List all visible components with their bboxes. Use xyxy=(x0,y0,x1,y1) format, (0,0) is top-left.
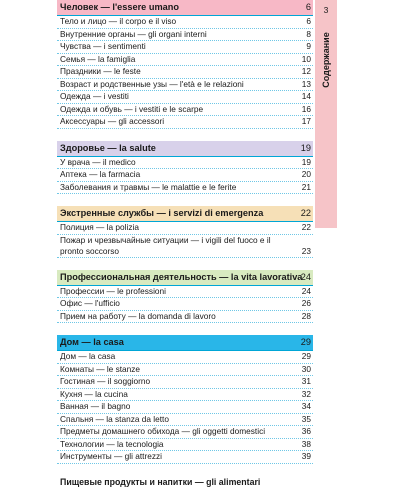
entry-title: Предметы домашнего обихода — gli oggetti domestici xyxy=(60,426,266,436)
entry-title: У врача — il medico xyxy=(60,156,136,167)
toc-entry[interactable] xyxy=(57,104,313,117)
section-gap xyxy=(57,464,313,476)
section-title: Человек — l'essere umano xyxy=(60,2,179,12)
entry-title: Гостиная — il soggiorno xyxy=(60,376,151,386)
entry-title: Тело и лицо — il corpo e il viso xyxy=(60,16,177,26)
entry-title: Аксессуары — gli accessori xyxy=(60,116,165,126)
entry-title: Аптека — la farmacia xyxy=(60,169,141,179)
entry-title: Комнаты — le stanze xyxy=(60,363,141,374)
entry-page-number: 35 xyxy=(301,413,311,424)
entry-title: Пожар и чрезвычайные ситуации — i vigili del fuoco e il xyxy=(60,234,271,245)
contents-label: Содержание xyxy=(321,32,331,88)
toc-entry[interactable] xyxy=(57,364,313,377)
entry-page-number: 16 xyxy=(301,103,311,114)
section-heading[interactable] xyxy=(57,0,313,16)
toc-entry[interactable] xyxy=(57,351,313,364)
entry-page-number: 9 xyxy=(306,41,311,51)
entry-title: Заболевания и травмы — le malattie e le ferite xyxy=(60,181,237,192)
entry-title: Спальня — la stanza da letto xyxy=(60,413,169,424)
entry-title: Полиция — la polizia xyxy=(60,222,139,232)
section-page-number: 19 xyxy=(300,142,311,153)
toc-entry[interactable] xyxy=(57,66,313,79)
section-heading[interactable] xyxy=(57,335,313,351)
section-title: Здоровье — la salute xyxy=(60,142,156,153)
toc-entry[interactable] xyxy=(57,79,313,92)
section-title: Профессиональная деятельность — la vita lavorativa xyxy=(60,271,303,282)
toc-entry[interactable] xyxy=(57,182,313,195)
toc-entry[interactable] xyxy=(57,16,313,29)
toc-entry[interactable] xyxy=(57,41,313,54)
entry-page-number: 30 xyxy=(301,363,311,374)
entry-title: Семья — la famiglia xyxy=(60,53,136,64)
section-page-number: 24 xyxy=(300,271,311,282)
entry-page-number: 22 xyxy=(301,222,311,232)
toc-entry[interactable] xyxy=(57,169,313,182)
section-page-number: 29 xyxy=(300,337,311,347)
entry-title: Чувства — i sentimenti xyxy=(60,41,146,51)
entry-title: Возраст и родственные узы — l'età e le relazioni xyxy=(60,78,244,89)
section-heading[interactable] xyxy=(57,206,313,222)
entry-title: Инструменты — gli attrezzi xyxy=(60,451,162,461)
section-title: Экстренные службы — i servizi di emergenza xyxy=(60,208,264,218)
entry-page-number: 13 xyxy=(301,78,311,89)
toc-entry[interactable] xyxy=(57,286,313,299)
section-page-number: 6 xyxy=(305,2,311,12)
entry-title-continuation: pronto soccorso xyxy=(60,245,120,256)
toc-entry[interactable] xyxy=(57,54,313,67)
entry-page-number: 21 xyxy=(301,181,311,192)
entry-title: Одежда и обувь — i vestiti e le scarpe xyxy=(60,103,204,114)
toc-entry[interactable] xyxy=(57,298,313,311)
toc-entry[interactable] xyxy=(57,29,313,42)
entry-page-number: 14 xyxy=(301,91,311,101)
entry-title: Дом — la casa xyxy=(60,351,116,361)
section-heading[interactable] xyxy=(57,141,313,157)
entry-page-number: 32 xyxy=(301,388,311,399)
entry-title: Внутренние органы — gli organi interni xyxy=(60,28,207,39)
entry-page-number: 24 xyxy=(301,285,311,296)
contents-side-tab xyxy=(315,0,337,228)
entry-title: Офис — l'ufficio xyxy=(60,298,120,308)
section-heading[interactable] xyxy=(57,270,313,286)
entry-page-number: 31 xyxy=(301,376,311,386)
table-of-contents xyxy=(57,0,313,488)
entry-title: Ванная — il bagno xyxy=(60,401,131,411)
entry-page-number: 17 xyxy=(301,116,311,126)
entry-title: Кухня — la cucina xyxy=(60,388,128,399)
entry-page-number: 23 xyxy=(301,245,311,256)
entry-page-number: 39 xyxy=(301,451,311,461)
section-gap xyxy=(57,323,313,335)
entry-title: Праздники — le feste xyxy=(60,66,141,76)
section-gap xyxy=(57,194,313,206)
toc-entry[interactable] xyxy=(57,116,313,129)
toc-entry[interactable] xyxy=(57,389,313,402)
toc-entry[interactable] xyxy=(57,157,313,170)
entry-page-number: 20 xyxy=(301,169,311,179)
entry-page-number: 38 xyxy=(301,438,311,449)
entry-page-number: 26 xyxy=(301,298,311,308)
toc-entry[interactable] xyxy=(57,439,313,452)
toc-entry[interactable] xyxy=(57,235,313,258)
toc-entry[interactable] xyxy=(57,311,313,324)
toc-entry[interactable] xyxy=(57,91,313,104)
entry-page-number: 19 xyxy=(301,156,311,167)
entry-title: Одежда — i vestiti xyxy=(60,91,129,101)
toc-entry[interactable] xyxy=(57,222,313,235)
entry-page-number: 34 xyxy=(301,401,311,411)
entry-page-number: 29 xyxy=(301,351,311,361)
entry-page-number: 6 xyxy=(306,16,311,26)
section-title: Дом — la casa xyxy=(60,337,124,347)
section-gap xyxy=(57,258,313,270)
entry-title: Технологии — la tecnologia xyxy=(60,438,164,449)
section-page-number: 22 xyxy=(300,208,311,218)
entry-page-number: 8 xyxy=(306,28,311,39)
next-section-heading[interactable]: Пищевые продукты и напитки — gli alimentari xyxy=(60,476,261,487)
toc-entry[interactable] xyxy=(57,426,313,439)
toc-entry[interactable] xyxy=(57,451,313,464)
entry-page-number: 28 xyxy=(301,310,311,321)
section-gap xyxy=(57,129,313,141)
entry-page-number: 12 xyxy=(301,66,311,76)
entry-page-number: 10 xyxy=(301,53,311,64)
page-number: 3 xyxy=(323,5,329,15)
toc-entry[interactable] xyxy=(57,376,313,389)
toc-entry[interactable] xyxy=(57,401,313,414)
entry-title: Прием на работу — la domanda di lavoro xyxy=(60,310,216,321)
entry-title: Профессии — le professioni xyxy=(60,285,166,296)
entry-page-number: 36 xyxy=(301,426,311,436)
